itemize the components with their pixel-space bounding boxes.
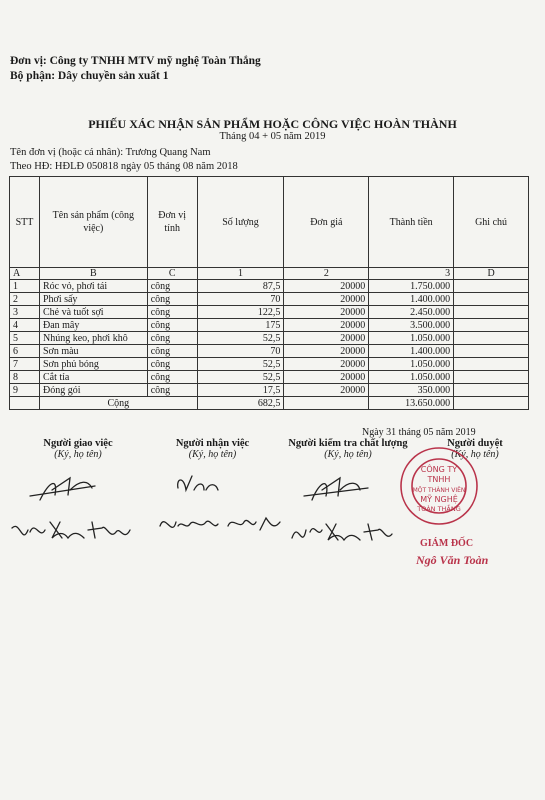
table-row <box>10 371 529 384</box>
table-row <box>10 358 529 371</box>
row-unit: công <box>147 306 197 319</box>
table-header-row <box>10 177 529 268</box>
row-name: Cắt tỉa <box>39 371 147 384</box>
row-price: 20000 <box>284 319 369 332</box>
letter-cell: 1 <box>197 268 284 280</box>
col-header-amount: Thành tiền <box>369 177 454 268</box>
row-stt: 8 <box>10 371 40 384</box>
row-price: 20000 <box>284 306 369 319</box>
row-amount: 1.400.000 <box>369 345 454 358</box>
row-stt: 5 <box>10 332 40 345</box>
work-table <box>9 176 529 410</box>
total-qty: 682,5 <box>197 397 284 410</box>
director-title: GIÁM ĐỐC <box>420 538 474 549</box>
row-note <box>454 306 529 319</box>
row-price: 20000 <box>284 371 369 384</box>
row-name: Chẻ và tuốt sợi <box>39 306 147 319</box>
row-note <box>454 345 529 358</box>
letter-cell: A <box>10 268 40 280</box>
row-qty: 70 <box>197 345 284 358</box>
row-note <box>454 319 529 332</box>
row-qty: 52,5 <box>197 371 284 384</box>
row-stt: 4 <box>10 319 40 332</box>
table-letter-row <box>10 268 529 280</box>
row-amount: 1.050.000 <box>369 371 454 384</box>
total-label: Cộng <box>39 397 197 410</box>
row-note <box>454 384 529 397</box>
letter-cell: C <box>147 268 197 280</box>
sign-date: Ngày 31 tháng 05 năm 2019 <box>362 427 476 438</box>
col-header-note: Ghi chú <box>454 177 529 268</box>
row-name: Nhúng keo, phơi khô <box>39 332 147 345</box>
row-qty: 17,5 <box>197 384 284 397</box>
row-amount: 1.750.000 <box>369 280 454 293</box>
row-stt: 7 <box>10 358 40 371</box>
col-header-price: Đơn giá <box>284 177 369 268</box>
row-name: Róc vỏ, phơi tái <box>39 280 147 293</box>
document-period: Tháng 04 + 05 năm 2019 <box>219 131 326 142</box>
approver-role: Người duyệt <box>447 438 503 449</box>
row-qty: 122,5 <box>197 306 284 319</box>
giver-note: (Ký, họ tên) <box>54 449 102 460</box>
row-price: 20000 <box>284 332 369 345</box>
row-stt: 2 <box>10 293 40 306</box>
receiver-note: (Ký, họ tên) <box>188 449 237 460</box>
col-header-stt: STT <box>10 177 40 268</box>
row-unit: công <box>147 371 197 384</box>
approver-note: (Ký, họ tên) <box>451 449 499 460</box>
director-name: Ngô Văn Toàn <box>416 553 489 567</box>
letter-cell: 2 <box>284 268 369 280</box>
svg-text:MỸ NGHỆ: MỸ NGHỆ <box>420 495 458 504</box>
row-amount: 350.000 <box>369 384 454 397</box>
row-price: 20000 <box>284 345 369 358</box>
row-price: 20000 <box>284 358 369 371</box>
row-amount: 3.500.000 <box>369 319 454 332</box>
table-row <box>10 293 529 306</box>
row-name: Đóng gói <box>39 384 147 397</box>
letter-cell: B <box>39 268 147 280</box>
row-name: Đan mây <box>39 319 147 332</box>
row-qty: 87,5 <box>197 280 284 293</box>
row-unit: công <box>147 384 197 397</box>
row-note <box>454 358 529 371</box>
row-stt: 6 <box>10 345 40 358</box>
row-qty: 52,5 <box>197 358 284 371</box>
row-price: 20000 <box>284 293 369 306</box>
row-note <box>454 280 529 293</box>
document-title: PHIẾU XÁC NHẬN SẢN PHẨM HOẶC CÔNG VIỆC HOÀN THÀNH <box>88 117 457 131</box>
table-row <box>10 306 529 319</box>
row-qty: 70 <box>197 293 284 306</box>
row-unit: công <box>147 345 197 358</box>
row-qty: 175 <box>197 319 284 332</box>
row-amount: 1.050.000 <box>369 358 454 371</box>
info-contract: Theo HĐ: HĐLĐ 050818 ngày 05 tháng 08 năm 2018 <box>10 161 238 172</box>
table-row <box>10 332 529 345</box>
row-note <box>454 332 529 345</box>
row-qty: 52,5 <box>197 332 284 345</box>
qc-role: Người kiểm tra chất lượng <box>288 438 408 449</box>
qc-note: (Ký, họ tên) <box>324 449 372 460</box>
letter-cell: D <box>454 268 529 280</box>
row-name: Phơi sấy <box>39 293 147 306</box>
col-header-name: Tên sản phẩm (công việc) <box>39 177 147 268</box>
info-person: Tên đơn vị (hoặc cá nhân): Trương Quang Nam <box>10 147 211 158</box>
row-stt: 3 <box>10 306 40 319</box>
header-unit: Đơn vị: Công ty TNHH MTV mỹ nghệ Toàn Thắng <box>10 55 261 67</box>
table-row <box>10 384 529 397</box>
row-price: 20000 <box>284 384 369 397</box>
row-name: Sơn màu <box>39 345 147 358</box>
giver-role: Người giao việc <box>43 438 113 449</box>
row-amount: 1.050.000 <box>369 332 454 345</box>
row-name: Sơn phủ bóng <box>39 358 147 371</box>
row-stt: 9 <box>10 384 40 397</box>
row-note <box>454 293 529 306</box>
row-unit: công <box>147 280 197 293</box>
row-unit: công <box>147 319 197 332</box>
table-total-row <box>10 397 529 410</box>
svg-text:TOÀN THẮNG: TOÀN THẮNG <box>417 505 461 513</box>
row-amount: 2.450.000 <box>369 306 454 319</box>
svg-text:CÔNG TY: CÔNG TY <box>420 465 458 474</box>
letter-cell: 3 <box>369 268 454 280</box>
row-unit: công <box>147 332 197 345</box>
row-note <box>454 371 529 384</box>
header-department: Bộ phận: Dây chuyền sản xuất 1 <box>10 70 169 82</box>
col-header-unit: Đơn vị tính <box>147 177 197 268</box>
svg-text:MỘT THÀNH VIÊN: MỘT THÀNH VIÊN <box>412 487 466 494</box>
row-price: 20000 <box>284 280 369 293</box>
row-unit: công <box>147 293 197 306</box>
table-row <box>10 319 529 332</box>
row-unit: công <box>147 358 197 371</box>
receiver-role: Người nhận việc <box>175 438 250 449</box>
table-row <box>10 280 529 293</box>
table-row <box>10 345 529 358</box>
total-amount: 13.650.000 <box>369 397 454 410</box>
row-stt: 1 <box>10 280 40 293</box>
row-amount: 1.400.000 <box>369 293 454 306</box>
col-header-qty: Số lượng <box>197 177 284 268</box>
svg-text:TNHH: TNHH <box>427 475 451 484</box>
